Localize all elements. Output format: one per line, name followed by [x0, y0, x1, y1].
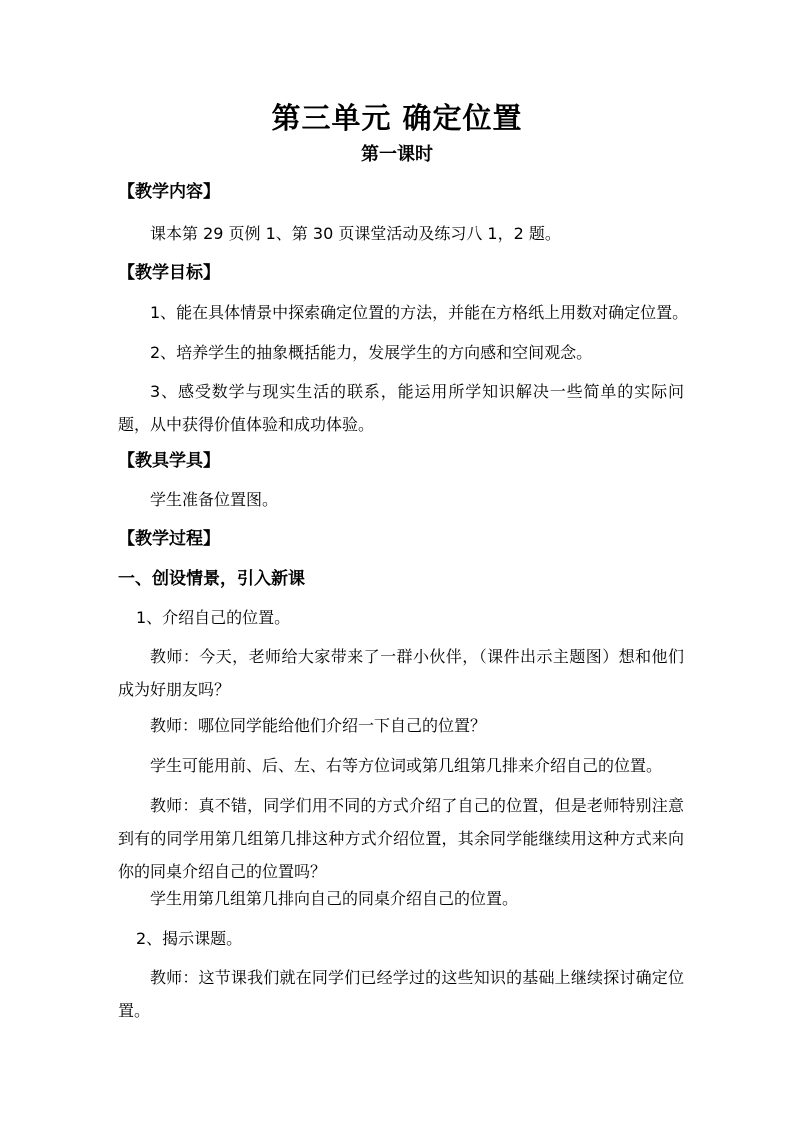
- paragraph-teacher-topic: 教师：这节课我们就在同学们已经学过的这些知识的基础上继续探讨确定位置。: [118, 968, 684, 1020]
- paragraph-student-response: 学生可能用前、后、左、右等方位词或第几组第几排来介绍自己的位置。: [150, 756, 663, 775]
- lesson-subtitle: 第一课时: [361, 144, 433, 165]
- paragraph-student-practice: 学生用第几组第几排向自己的同桌介绍自己的位置。: [150, 889, 519, 908]
- heading-teaching-tools: 【教具学具】: [118, 451, 220, 471]
- goal-item-1: 1、能在具体情景中探索确定位置的方法，并能在方格纸上用数对确定位置。: [150, 303, 689, 322]
- step-item-1: 1、介绍自己的位置。: [136, 608, 291, 627]
- paragraph-teacher-intro: 教师：今天，老师给大家带来了一群小伙伴，（课件出示主题图）想和他们成为好朋友吗？: [118, 647, 684, 699]
- heading-teaching-content: 【教学内容】: [118, 182, 220, 202]
- heading-teaching-process: 【教学过程】: [118, 529, 220, 549]
- section-heading-1: 一、创设情景，引入新课: [118, 569, 305, 589]
- document-title: 第三单元 确定位置: [271, 101, 523, 135]
- goal-item-3: 3、感受数学与现实生活的联系，能运用所学知识解决一些简单的实际问题，从中获得价值体验和成功体验。: [118, 382, 684, 434]
- step-item-2: 2、揭示课题。: [136, 929, 243, 948]
- goal-item-2: 2、培养学生的抽象概括能力，发展学生的方向感和空间观念。: [150, 343, 593, 362]
- teaching-content-text: 课本第 29 页例 1、第 30 页课堂活动及练习八 1，2 题。: [150, 224, 561, 243]
- paragraph-teacher-praise: 教师：真不错，同学们用不同的方式介绍了自己的位置，但是老师特别注意到有的同学用第几组第几排这种方式介绍位置，其余同学能继续用这种方式来向你的同桌介绍自己的位置吗？: [118, 796, 684, 881]
- heading-teaching-goals: 【教学目标】: [118, 263, 220, 283]
- paragraph-teacher-question: 教师：哪位同学能给他们介绍一下自己的位置？: [150, 716, 487, 735]
- teaching-tools-text: 学生准备位置图。: [150, 490, 279, 509]
